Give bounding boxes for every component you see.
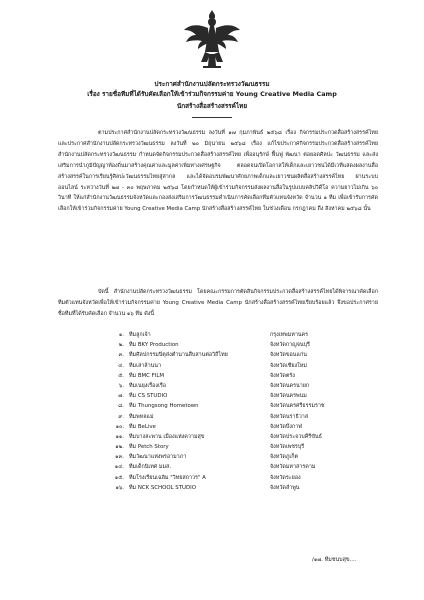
list-item [0, 473, 424, 483]
team-province: จังหวัดนครนายก [270, 382, 310, 389]
team-list [0, 330, 424, 493]
team-province: จังหวัดนครศรีธรรมราช [270, 403, 325, 410]
team-province: จังหวัดระยอง [270, 474, 301, 481]
team-province: จังหวัดเชียงใหม่ [270, 362, 307, 369]
announcement-subject: เรื่อง รายชื่อทีมที่ได้รับคัดเลือกให้เข้าร่วมกิจกรรมค่าย Young Creative Media Camp [87, 90, 337, 98]
team-province: จังหวัดลำพูน [270, 484, 300, 491]
team-name: ทีมลูกเจ้า [129, 332, 151, 338]
team-province: จังหวัดเพชรบุรี [270, 444, 305, 451]
continuation-note: /๑๗. ทีมชนบสุข.... [312, 557, 357, 563]
team-name: ทีม Thungsong Hometown [129, 403, 199, 410]
team-number: ๘. [118, 403, 124, 410]
list-item [0, 422, 424, 432]
team-name: ทีม Petch Story [129, 444, 169, 451]
team-province: จังหวัดตรัง [270, 372, 295, 379]
team-number: ๑. [118, 332, 124, 338]
list-item [0, 401, 424, 411]
team-province: จังหวัดนราธิวาส [270, 413, 309, 420]
team-number: ๑๖. [115, 484, 124, 491]
list-item [0, 381, 424, 391]
result-paragraph: บัดนี้ สำนักงานปลัดกระทรวงวัฒนธรรม โดยคณะกรรมการตัดสินกิจกรรมประกวดสื่อสร้างสรรค์ไทยได้พิจารณาคัดเลือกทีมตัวแทนจังหวัดเพื่อให้เข้าร่วมกิจกรรมค่าย Young Creative Media Camp นักสร้างสื่อสร้างสรรค์ไทยเรียบร้อยแล้ว จึงขอประกาศรายชื่อทีมที่ได้รับคัดเลือก จำนวน ๑๖ ทีม ดังนี้ [58, 289, 378, 317]
list-item [0, 391, 424, 401]
team-number: ๖. [118, 382, 124, 389]
team-province: จังหวัดกาญจนบุรี [270, 342, 310, 349]
team-name: ทีมโรงเรียนเฉลิม "วิทยสถาวร" A [129, 474, 206, 481]
team-name: ทีมเด็กนิเทศ มมส. [129, 464, 172, 471]
announcement-issuer: ประกาศสำนักงานปลัดกระทรวงวัฒนธรรม [154, 80, 270, 88]
team-number: ๑๑. [115, 433, 124, 440]
list-item [0, 350, 424, 360]
list-item [0, 432, 424, 442]
team-number: ๑๔. [114, 464, 124, 471]
team-name: ทีม BKY Production [129, 342, 179, 349]
team-province: จังหวัดมหาสารคาม [270, 464, 316, 471]
team-number: ๑๓. [115, 454, 124, 461]
list-item [0, 442, 424, 452]
team-number: ๑๕. [114, 474, 124, 481]
title-divider [192, 117, 232, 118]
team-name: ทีมพหลแม่ [129, 413, 154, 420]
intro-paragraph: ตามประกาศสำนักงานปลัดกระทรวงวัฒนธรรม ลงวันที่ ๑๗ กุมภาพันธ์ ๒๕๖๘ เรื่อง กิจกรรมประกวดสื่อสร้างสรรค์ไทย และประกาศสำนักงานปลัดกระทรวงวัฒนธรรม ลงวันที่ ๒๐ มิถุนายน ๒๕๖๘ เรื่อง แก้ไขประกาศกิจกรรมประกวดสื่อสร้างสรรค์ไทย สำนักงานปลัดกระทรวงวัฒนธรรม กำหนดจัดกิจกรรมประกวดสื่อสร้างสรรค์ไทย เพื่ออนุรักษ์ ฟื้นฟู พัฒนา ต่อยอดศิลปะ วัฒนธรรม และส่งเสริมการนำภูมิปัญญาท้องถิ่นมาสร้างคุณค่าและมูลค่าเพิ่มทางเศรษฐกิจ ตลอดจนเปิดโอกาสให้เด็กและเยาวชนได้มีเวทีแสดงผลงานสื่อสร้างสรรค์ในการเรียนรู้ศิลปะวัฒนธรรมไทยสู่สากล และได้จัดอบรมพัฒนาศักยภาพเด็กและเยาวชนผลิตสื่อสร้างสรรค์ไทย ผ่านระบบออนไลน์ ระหว่างวันที่ ๒๗ - ๓๐ พฤษภาคม ๒๕๖๘ โดยกำหนดให้ผู้เข้าร่วมกิจกรรมส่งผลงานสื่อในรูปแบบคลิปวิดีโอ ความยาวไม่เกิน ๖๐ วินาที ให้แก่สำนักงานวัฒนธรรมจังหวัดและกองส่งเสริมการวัฒนธรรมดำเนินการคัดเลือกทีมตัวแทนจังหวัด จำนวน ๑ ทีม เพื่อเข้ารับการคัดเลือกให้เข้าร่วมกิจกรรมค่าย Young Creative Media Camp นักสร้างสื่อสร้างสรรค์ไทย ในช่วงเดือน กรกฎาคม ถึง สิงหาคม ๒๕๖๘ นั้น [58, 130, 378, 213]
team-name: ทีมบางสะพาน เมืองแห่งความสุข [129, 433, 205, 440]
announcement-subtitle: นักสร้างสื่อสร้างสรรค์ไทย [176, 102, 248, 110]
team-name: ทีมเล่าล้านนา [129, 362, 162, 369]
list-item [0, 452, 424, 462]
team-province: จังหวัดบึงกาฬ [270, 423, 302, 430]
garuda-emblem-icon [183, 8, 241, 70]
list-item [0, 330, 424, 340]
team-number: ๕. [118, 372, 124, 379]
team-province: จังหวัดนครพนม [270, 393, 307, 400]
team-province: จังหวัดขอนแก่น [270, 352, 307, 359]
team-number: ๓. [118, 352, 124, 359]
list-item [0, 462, 424, 472]
team-number: ๑๐. [115, 423, 124, 430]
team-number: ๙. [118, 413, 124, 420]
team-number: ๒. [118, 342, 124, 349]
team-name: ทีมศิลปกรรมปิตุส่งตำนานสืบสานต่อวิถีไทย [129, 352, 228, 359]
list-item [0, 361, 424, 371]
list-item [0, 371, 424, 381]
team-name: ทีม CS STUDIO [129, 393, 168, 400]
list-item [0, 340, 424, 350]
team-name: ทีมวัฒนาแห่งพรอามาภา [129, 454, 187, 461]
team-name: ทีม NCK SCHOOL STUDIO [129, 484, 196, 491]
team-province: กรุงเทพมหานคร [270, 332, 309, 338]
team-province: จังหวัดประจวบคีรีขันธ์ [270, 433, 322, 440]
team-number: ๑๒. [115, 444, 124, 451]
team-name: ทีม BMC FILM [129, 372, 164, 379]
team-number: ๗. [118, 393, 124, 400]
list-item [0, 483, 424, 493]
team-name: ทีมเนยุงเรื่องเรือ [129, 382, 167, 389]
list-item [0, 412, 424, 422]
team-name: ทีม BeLive [129, 423, 156, 430]
team-province: จังหวัดภูเก็ต [270, 454, 299, 461]
team-number: ๔. [118, 362, 124, 369]
